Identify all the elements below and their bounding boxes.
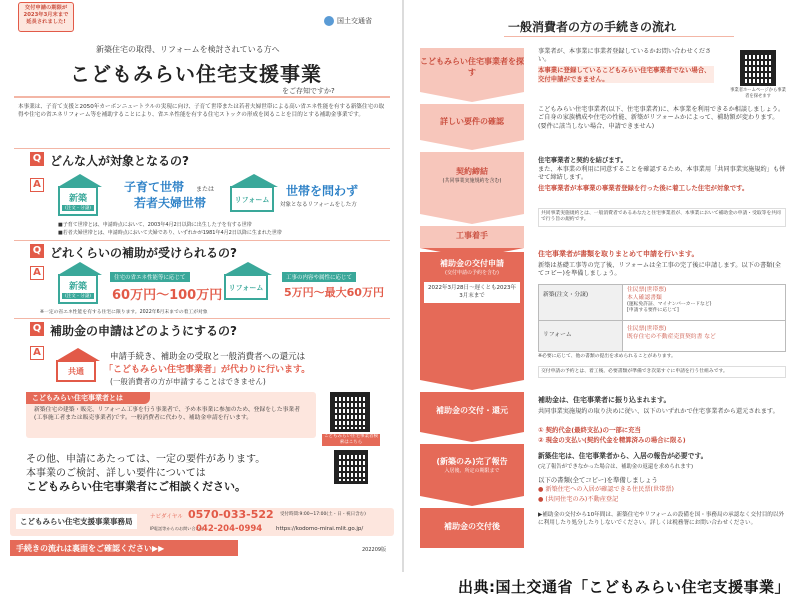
phone-main[interactable]: 0570-033-522 — [188, 508, 274, 521]
closing-1: その他、申請にあたっては、一定の要件があります。 — [26, 454, 266, 465]
navi-label: ナビダイヤル — [150, 514, 183, 520]
contact-qr[interactable] — [334, 450, 368, 484]
q3-text-1: 申請手続き、補助金の受取と一般消費者への還元は — [110, 352, 306, 362]
s7-doc-1: ● 新築住宅への入居が確認できる住民票(世帯票) — [538, 486, 674, 493]
closing-3: こどもみらい住宅事業者にご相談ください。 — [26, 480, 246, 493]
ministry-emblem-icon — [324, 16, 334, 26]
new-house-sub: (注文・分譲) — [62, 293, 94, 299]
s3-text-2: また、本事業の利用に同意することを確認するため、本事業用「共同事業実施規約」も併せて締結します。 — [538, 166, 786, 182]
s6-lead: 補助金は、住宅事業者に振り込まれます。 — [538, 396, 671, 404]
s8-text: ▶補助金の交付から10年間は、新築住宅やリフォームの設備を国・事務局の承認なく交付目的以外に利用したり処分したりしないでください。詳しくは税務署にお問い合わせください。 — [538, 512, 785, 526]
flow-link-banner[interactable]: 手続きの流れは裏面をご確認ください▶▶ — [10, 540, 238, 556]
step-6-label: 補助金の交付・還元 — [436, 406, 508, 415]
step-5-sub: (交付申請の予約を含む) — [445, 270, 499, 276]
s1-warning: 本事業に登録しているこどもみらい住宅事業者でない場合、交付申請ができません。 — [538, 66, 714, 83]
s7-text: (完了報告ができなかった場合は、補助金の返還を求められます) — [538, 464, 694, 470]
step-3-sub: (共同事業実施規約を含む) — [442, 178, 502, 184]
s7-lead: 新築住宅は、住宅事業者から、入居の報告が必要です。 — [538, 452, 708, 460]
joint-label: 共通 — [68, 367, 84, 376]
q2-title: どれくらいの補助が受けられるの? — [50, 246, 237, 260]
business-search-qr[interactable] — [330, 392, 370, 432]
new-target-2: 若者夫婦世帯 — [134, 196, 207, 210]
step-arrow-icon — [420, 496, 524, 506]
reform-house-illustration — [230, 186, 274, 212]
business-info-box — [26, 392, 316, 438]
s5-lead: 住宅事業者が書類を取りまとめて申請を行います。 — [538, 250, 699, 258]
q1-icon: Q — [30, 152, 44, 166]
step-check-requirements — [420, 104, 524, 140]
closing-2: 本事業のご検討、詳しい要件については — [26, 468, 206, 479]
ministry-logo — [324, 16, 372, 26]
q2-bar — [14, 240, 390, 241]
table-row — [539, 321, 785, 351]
doc-item: 住民票(世帯票) — [627, 326, 667, 332]
deadline-badge — [18, 2, 74, 32]
flow-title: 一般消費者の方の手続きの流れ — [508, 20, 677, 34]
q3-title: 補助金の申請はどのようにするの? — [50, 324, 237, 338]
table-row-docs — [623, 321, 720, 351]
s3-warning: 住宅事業者が本事業の事業者登録を行った後に着工した住宅が対象です。 — [538, 184, 749, 192]
page-title: こどもみらい住宅支援事業 — [70, 62, 322, 86]
reform-house-illustration-2 — [224, 274, 268, 300]
doc-item: 本人確認書類 — [627, 294, 662, 301]
s1-qr-caption: 事業者ホームページから事業者を探せます — [730, 88, 786, 99]
a2-icon: A — [30, 266, 44, 280]
step-5-label: 補助金の交付申請 — [440, 259, 504, 268]
step-after-grant — [420, 508, 524, 548]
q3-text-2: 「こどもみらい住宅事業者」が代わりに行います。 — [104, 365, 311, 375]
reform-target-sub: 対象となるリフォームをした方 — [280, 202, 357, 208]
step-construction — [420, 226, 524, 248]
deadline-badge-text: 交付申請の期限が2023年3月末まで延長されました! — [23, 5, 69, 26]
step-find-business — [420, 48, 524, 92]
s6-option-1: ① 契約代金(最終支払)の一部に充当 — [538, 426, 641, 434]
new-amount: 60万円～100万円 — [112, 288, 223, 303]
business-search-qr-back[interactable] — [740, 50, 776, 86]
step-arrow-icon — [420, 432, 524, 442]
s2-text: こどもみらい住宅事業者(以下、住宅事業者)に、本事業を利用できるか相談しましょう。ご自身の家族構成や住宅の性能、新築がリフォームかによって、補助額が変わります。(要件に該当しない場合、申請できません) — [538, 106, 785, 130]
new-house-illustration-2 — [58, 274, 98, 304]
new-house-label: 新築 — [68, 194, 87, 204]
q2-note: ※一定の省エネ性能を有する住宅に限ります。2022年6月末までの着工が対象 — [40, 310, 208, 315]
source-caption-bar — [0, 572, 800, 600]
step-arrow-icon — [420, 92, 524, 102]
qr-caption: こどもみらい住宅事業者検索はこちら — [324, 434, 378, 446]
step-application — [420, 252, 524, 380]
step-arrow-icon — [420, 214, 524, 224]
step-arrow-icon — [420, 380, 524, 390]
flow-title-underline — [504, 36, 734, 37]
phone-sub-label: IP電話等からのお問い合わせ — [150, 526, 205, 531]
note-young-couple: ■若者夫婦世帯とは、申請時点において夫婦であり、いずれかが1981年4月2日以降に生まれた世帯 — [58, 230, 282, 236]
step-3-label: 契約締結 — [456, 167, 488, 176]
note-child-household: ■子育て世帯とは、申請時点において、2003年4月2日以降に出生した子を有する世帯 — [58, 222, 252, 228]
business-box-text: 新築住宅の建築・販売、リフォーム工事を行う事業者で、予め本事業に参加のため、登録をした事業者(工事施工者または販売事業者)です。一般消費者に代わり、補助金申請を行います。 — [34, 407, 301, 421]
step-completion-report — [420, 444, 524, 496]
s4-note: 共同事業実施規約とは、一般消費者であるあなたと住宅事業者が、本事業において補助金の申請・受取等を共同で行う旨の規約です。 — [538, 208, 786, 227]
s7-docs-head: 以下の書類(全てコピー)を準備しましょう — [538, 476, 658, 484]
table-row-docs — [623, 285, 716, 320]
q3-text-3: (一般消費者の方が申請することはできません) — [110, 377, 266, 386]
table-note: ※必要に応じて、他の書類の提出を求められることがあります。 — [538, 354, 676, 359]
doc-item: 既存住宅の不動産売買契約書 など — [627, 334, 716, 341]
step-2-label: 詳しい要件の確認 — [440, 117, 504, 126]
step-4-label: 工事着手 — [456, 231, 488, 240]
description-text: 本事業は、子育て支援と2050年カーボンニュートラルの実現に向け、子育て世帯または若者夫婦世帯による高い省エネ性能を有する新築住宅の取得や住宅の省エネリフォーム等を補助することにより、省エネ性能を有する住宅ストックの形成を図ることを目的とする補助金事業です。 — [18, 104, 385, 118]
a3-icon: A — [30, 346, 44, 360]
hours-text: 受付時間:9:00~17:00(土・日・祝日含む) — [280, 512, 366, 517]
leaflet-back — [404, 0, 800, 572]
leaflet-front — [0, 0, 402, 572]
doc-item: 住民票(世帯票) — [627, 287, 667, 293]
reform-amount: 5万円～最大60万円 — [284, 286, 384, 299]
documents-table — [538, 284, 786, 352]
house-roof-icon — [58, 262, 102, 275]
step-7-label: (新築のみ)完了報告 — [436, 457, 508, 466]
step-5-period: 2022年3月28日～遅くとも2023年3月末まで — [424, 282, 520, 303]
house-roof-icon — [230, 174, 278, 187]
website-link[interactable]: https://kodomo-mirai.mlit.go.jp/ — [276, 526, 364, 532]
q2-icon: Q — [30, 244, 44, 258]
reform-target: 世帯を問わず — [286, 184, 359, 198]
doc-id: 202209版 — [362, 547, 387, 553]
business-box-title: こどもみらい住宅事業者とは — [26, 392, 150, 404]
s5-extra: 交付申請の予約とは、着工後、必要書類が準備でき次第すぐに申請を行う仕組みです。 — [538, 366, 786, 378]
a1-icon: A — [30, 178, 44, 192]
s5-text: 新築は基礎工事等の完了後、リフォームは全工事の完了後に申請します。以下の書類(全てコピー)を準備しましょう。 — [538, 262, 781, 278]
reform-label: リフォーム — [228, 284, 264, 292]
new-house-sub: (注文・分譲) — [62, 205, 94, 211]
q1-title: どんな人が対象となるの? — [50, 154, 189, 168]
step-1-label: こどもみらい住宅事業者を探す — [420, 57, 524, 77]
intro-line: 新築住宅の取得、リフォームを検討されている方へ — [96, 45, 280, 54]
s7-doc-2: ● (共同住宅のみ)不動産登記 — [538, 496, 619, 503]
house-roof-icon — [224, 262, 272, 275]
step-7-sub: 入居後、所定の期限まで — [444, 468, 500, 474]
house-roof-icon — [58, 174, 102, 187]
joint-house-illustration — [56, 360, 96, 382]
table-row — [539, 285, 785, 321]
reform-cond: 工事の内容や属性に応じて — [282, 272, 356, 282]
office-name: こどもみらい住宅支援事業事務局 — [16, 514, 137, 529]
new-target-1: 子育て世帯 — [124, 180, 185, 194]
title-suffix: をご存知ですか? — [282, 87, 335, 95]
new-house-label: 新築 — [68, 282, 87, 292]
step-8-label: 補助金の交付後 — [444, 522, 500, 531]
step-contract — [420, 152, 524, 214]
table-row-type: 新築(注文・分譲) — [539, 285, 623, 320]
house-roof-icon — [56, 348, 100, 361]
phone-sub[interactable]: 042-204-0994 — [196, 524, 263, 534]
q1-bar — [14, 148, 390, 149]
s6-option-2: ② 現金の支払い(契約代金を精算済みの場合に限る) — [538, 436, 686, 444]
reform-label: リフォーム — [234, 196, 270, 204]
table-row-type: リフォーム — [539, 321, 623, 351]
new-cond: 住宅の省エネ性能等に応じて — [110, 272, 190, 282]
title-underline — [14, 96, 390, 98]
s6-text: 共同事業実施規約の取り決めに従い、以下のいずれかで住宅事業者から還元されます。 — [538, 408, 779, 415]
s1-text: 事業者が、本事業に事業者登録しているかお問い合わせください。 — [538, 48, 712, 64]
new-target-or: または — [196, 186, 215, 193]
doc-item: [申請する要件に応じて] — [627, 308, 679, 314]
new-house-illustration — [58, 186, 98, 216]
q3-icon: Q — [30, 322, 44, 336]
q3-bar — [14, 318, 390, 319]
s3-text-1: 住宅事業者と契約を結びます。 — [538, 156, 627, 164]
step-arrow-icon — [420, 140, 524, 150]
step-grant-return — [420, 392, 524, 432]
doc-item: (運転免許証、マイナンバーカードなど) — [627, 302, 712, 308]
source-caption: 出典:国土交通省「こどもみらい住宅支援事業」 — [457, 577, 790, 596]
ministry-name: 国土交通省 — [337, 17, 372, 25]
